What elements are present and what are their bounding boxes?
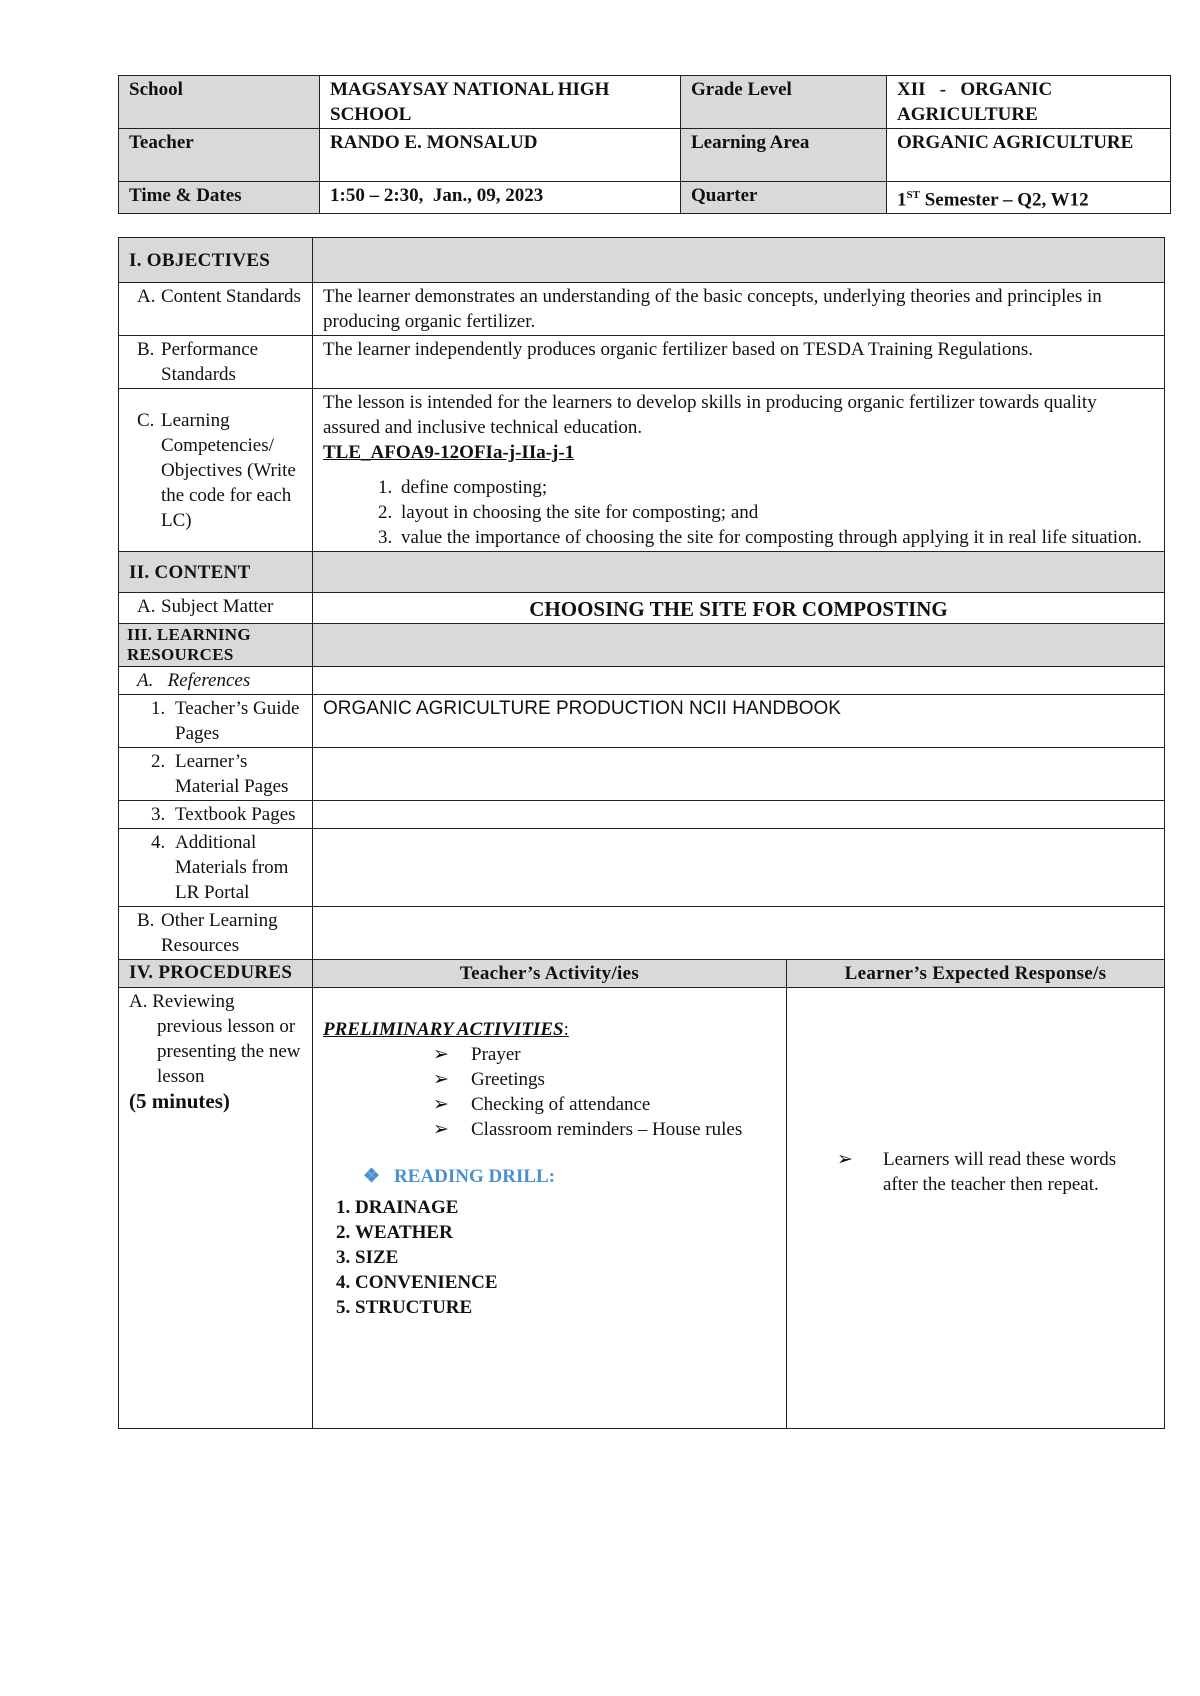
teacher-activity-header: Teacher’s Activity/ies	[313, 960, 787, 988]
textbook-label: Textbook Pages	[175, 804, 296, 825]
prelim-item	[433, 1067, 776, 1092]
learning-competencies-marker: C.	[137, 409, 155, 431]
textbook-marker: 3.	[151, 804, 166, 825]
drill-item: 1. DRAINAGE	[355, 1195, 776, 1220]
content-standards-text: The learner demonstrates an understanding of the basic concepts, underlying theories and principles in producing organic fertilizer.	[313, 283, 1165, 336]
drill-item: 3. SIZE	[355, 1245, 776, 1270]
arrow-bullet-icon: ➢	[433, 1119, 449, 1140]
prelim-item-text: Prayer	[471, 1044, 521, 1065]
learner-response-header: Learner’s Expected Response/s	[787, 960, 1165, 988]
reading-drill-text: READING DRILL:	[394, 1166, 556, 1187]
grade-level-value: XII - ORGANIC AGRICULTURE	[887, 76, 1171, 129]
subject-matter-label: Subject Matter	[161, 596, 274, 617]
reading-drill-title	[323, 1164, 776, 1189]
learners-material-label: Learner’s Material Pages	[175, 751, 289, 797]
procedures-title: IV. PROCEDURES	[119, 960, 313, 988]
performance-standards-text: The learner independently produces organic fertilizer based on TESDA Training Regulations.	[313, 336, 1165, 389]
prelim-title-text: PRELIMINARY ACTIVITIES	[323, 1019, 564, 1040]
learning-competencies-content	[313, 389, 1165, 552]
competency-code: TLE_AFOA9-12OFIa-j-IIa-j-1	[323, 442, 575, 463]
objectives-header-blank	[313, 238, 1165, 283]
quarter-number: 1	[897, 189, 907, 211]
other-resources-marker: B.	[137, 910, 155, 931]
subject-matter-value: CHOOSING THE SITE FOR COMPOSTING	[313, 593, 1165, 624]
arrow-bullet-icon: ➢	[433, 1044, 449, 1065]
subject-matter-cell	[119, 593, 313, 624]
lesson-table	[118, 237, 1165, 1429]
teachers-guide-label: Teacher’s Guide Pages	[175, 698, 300, 744]
resources-title: III. LEARNING RESOURCES	[119, 624, 313, 667]
procedure-step-label: A. Reviewing previous lesson or presenting the new lesson	[129, 991, 301, 1087]
objectives-list	[323, 475, 1154, 550]
prelim-item-text: Checking of attendance	[471, 1094, 651, 1115]
textbook-cell	[119, 801, 313, 829]
references-blank	[313, 667, 1165, 695]
preliminary-activities-title	[323, 1017, 776, 1042]
learning-area-label: Learning Area	[681, 129, 887, 182]
procedure-step-cell	[119, 988, 313, 1429]
objective-item: 3. value the importance of choosing the site for composting through applying it in real life situation.	[397, 525, 1154, 550]
performance-standards-row	[119, 336, 1165, 389]
performance-standards-cell	[119, 336, 313, 389]
subject-matter-row	[119, 593, 1165, 624]
prelim-item	[433, 1117, 776, 1142]
content-title: II. CONTENT	[119, 552, 313, 593]
teachers-guide-row	[119, 695, 1165, 748]
arrow-bullet-icon: ➢	[433, 1094, 449, 1115]
learning-competencies-label: Learning Competencies/ Objectives (Write the code for each LC)	[161, 409, 296, 531]
other-resources-blank	[313, 907, 1165, 960]
performance-standards-label: Performance Standards	[161, 339, 259, 385]
references-label: A. References	[119, 667, 313, 695]
quarter-value	[887, 182, 1171, 214]
learner-response-text: Learners will read these words after the teacher then repeat.	[883, 1149, 1117, 1195]
resources-header-blank	[313, 624, 1165, 667]
procedures-header-row	[119, 960, 1165, 988]
prelim-item	[433, 1042, 776, 1067]
reading-drill-list	[323, 1195, 776, 1320]
references-row	[119, 667, 1165, 695]
quarter-label: Quarter	[681, 182, 887, 214]
learner-response	[797, 1147, 1154, 1197]
learners-material-cell	[119, 748, 313, 801]
subject-matter-marker: A.	[137, 596, 156, 617]
objective-item: 1. define composting;	[397, 475, 1154, 500]
objectives-title: I. OBJECTIVES	[119, 238, 313, 283]
additional-materials-blank	[313, 829, 1165, 907]
content-header-row	[119, 552, 1165, 593]
other-resources-row	[119, 907, 1165, 960]
teacher-value: RANDO E. MONSALUD	[320, 129, 681, 182]
quarter-rest: Semester – Q2, W12	[919, 189, 1089, 211]
teacher-label: Teacher	[119, 129, 320, 182]
learning-competencies-cell	[119, 389, 313, 552]
prelim-item	[433, 1092, 776, 1117]
content-standards-marker: A.	[137, 286, 156, 307]
prelim-colon: :	[563, 1019, 569, 1040]
diamond-bullet-icon: ❖	[363, 1166, 381, 1187]
textbook-row	[119, 801, 1165, 829]
preliminary-activities-list	[323, 1042, 776, 1142]
prelim-item-text: Classroom reminders – House rules	[471, 1119, 743, 1140]
header-row-time	[119, 182, 1171, 214]
grade-level-label: Grade Level	[681, 76, 887, 129]
arrow-bullet-icon: ➢	[433, 1069, 449, 1090]
other-resources-label: Other Learning Resources	[161, 910, 278, 956]
other-resources-cell	[119, 907, 313, 960]
objectives-header-row	[119, 238, 1165, 283]
time-dates-value: 1:50 – 2:30, Jan., 09, 2023	[320, 182, 681, 214]
drill-item: 4. CONVENIENCE	[355, 1270, 776, 1295]
textbook-blank	[313, 801, 1165, 829]
prelim-item-text: Greetings	[471, 1069, 545, 1090]
school-value: MAGSAYSAY NATIONAL HIGH SCHOOL	[320, 76, 681, 129]
learners-material-row	[119, 748, 1165, 801]
objective-item: 2. layout in choosing the site for composting; and	[397, 500, 1154, 525]
teachers-guide-value: ORGANIC AGRICULTURE PRODUCTION NCII HANDBOOK	[313, 695, 1165, 748]
content-standards-row	[119, 283, 1165, 336]
teacher-activity-cell	[313, 988, 787, 1429]
time-dates-label: Time & Dates	[119, 182, 320, 214]
drill-item: 2. WEATHER	[355, 1220, 776, 1245]
arrow-bullet-icon: ➢	[837, 1149, 853, 1170]
additional-materials-cell	[119, 829, 313, 907]
quarter-superscript: ST	[906, 189, 920, 201]
header-table	[118, 75, 1171, 214]
learning-competencies-row	[119, 389, 1165, 552]
procedure-step-label-wrap	[129, 989, 302, 1089]
content-standards-label: Content Standards	[161, 286, 301, 307]
additional-materials-label: Additional Materials from LR Portal	[175, 832, 289, 903]
teachers-guide-cell	[119, 695, 313, 748]
additional-materials-marker: 4.	[151, 832, 166, 853]
learners-material-blank	[313, 748, 1165, 801]
drill-item: 5. STRUCTURE	[355, 1295, 776, 1320]
performance-standards-marker: B.	[137, 339, 155, 360]
header-row-teacher	[119, 129, 1171, 182]
competencies-intro: The lesson is intended for the learners to develop skills in producing organic fertilizer towards quality assured and inclusive technical education.	[323, 392, 1097, 438]
content-standards-cell	[119, 283, 313, 336]
teachers-guide-marker: 1.	[151, 698, 166, 719]
resources-header-row	[119, 624, 1165, 667]
procedure-step-row	[119, 988, 1165, 1429]
header-row-school	[119, 76, 1171, 129]
learner-response-cell	[787, 988, 1165, 1429]
additional-materials-row	[119, 829, 1165, 907]
learning-area-value: ORGANIC AGRICULTURE	[887, 129, 1171, 182]
content-header-blank	[313, 552, 1165, 593]
school-label: School	[119, 76, 320, 129]
procedure-step-time: (5 minutes)	[129, 1089, 230, 1113]
learners-material-marker: 2.	[151, 751, 166, 772]
